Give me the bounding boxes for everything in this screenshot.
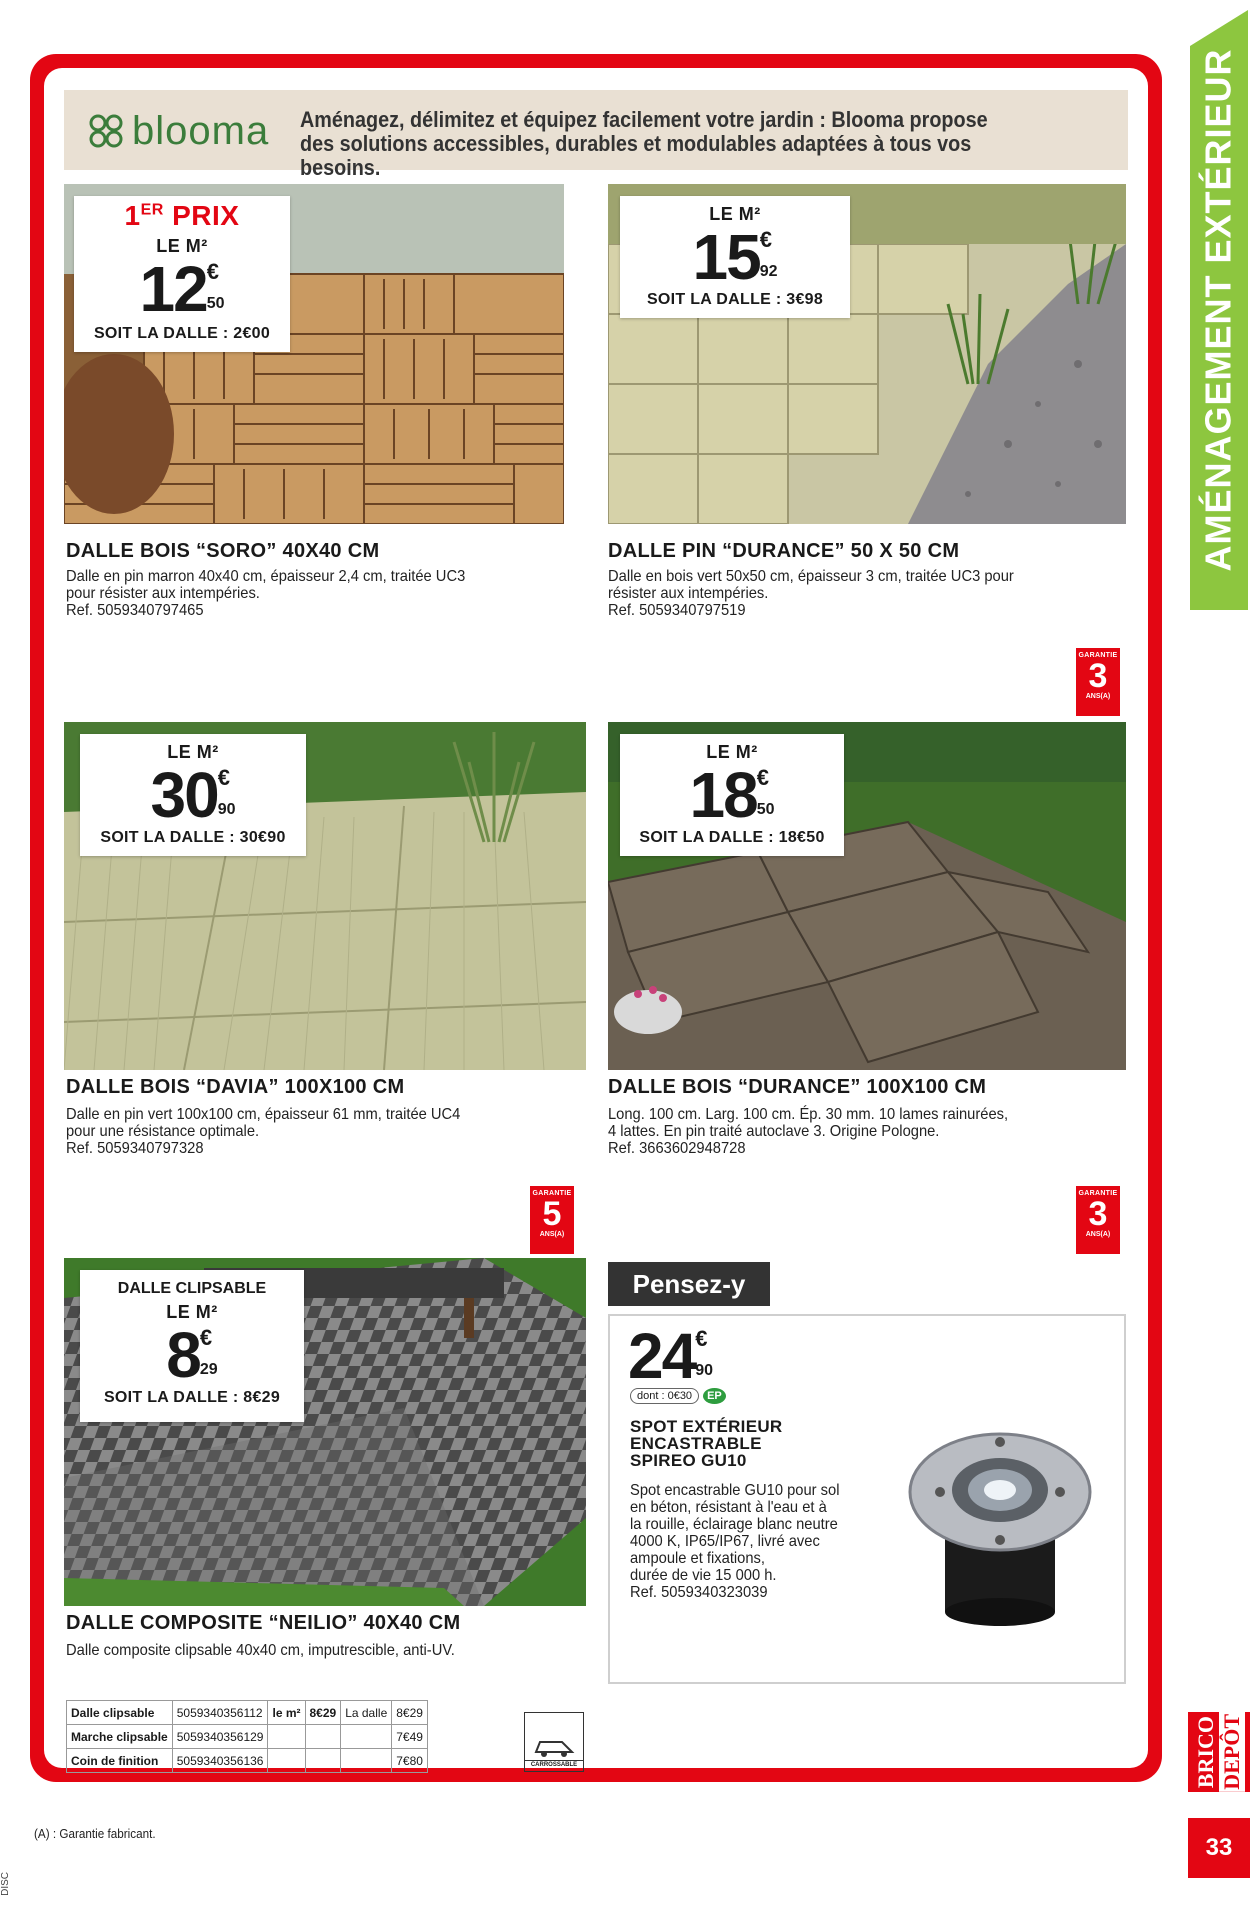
- eco-logo-icon: EP: [703, 1388, 726, 1404]
- price-per-tile: SOIT LA DALLE : 3€98: [646, 291, 824, 308]
- product-description-durance-100: Long. 100 cm. Larg. 100 cm. Ép. 30 mm. 10 lames rainurées, 4 lattes. En pin traité autoclave 3. Origine Pologne. Ref. 3663602948728: [608, 1106, 1009, 1157]
- disc-label: DISC: [0, 1872, 11, 1896]
- price-per-tile: SOIT LA DALLE : 8€29: [103, 1389, 281, 1406]
- product-description-neilio: Dalle composite clipsable 40x40 cm, imputrescible, anti-UV.: [66, 1642, 455, 1659]
- price-card-durance-100: [620, 734, 844, 856]
- price: 18 € 50: [689, 759, 775, 831]
- price: 8 € 29: [166, 1319, 218, 1391]
- guarantee-badge: GARANTIE 5 ANS(A): [530, 1186, 574, 1254]
- price: 12 € 50: [139, 253, 225, 325]
- price: 30 € 90: [150, 759, 236, 831]
- footnote: (A) : Garantie fabricant.: [34, 1826, 156, 1841]
- car-icon: [532, 1734, 576, 1760]
- price-per-tile: SOIT LA DALLE : 2€00: [93, 325, 271, 342]
- product-description-durance-50: Dalle en bois vert 50x50 cm, épaisseur 3 cm, traitée UC3 pour résister aux intempéries. Ref. 5059340797519: [608, 568, 1014, 619]
- unit-label: LE M²: [167, 742, 219, 762]
- card-title: DALLE CLIPSABLE: [117, 1280, 267, 1297]
- unit-label: LE M²: [166, 1302, 218, 1322]
- price-card-neilio: [80, 1270, 304, 1422]
- spot-description: Spot encastrable GU10 pour sol en béton, résistant à l'eau et à la rouille, éclairage blanc neutre 4000 K, IP65/IP67, livré avec ampoule et fixations, durée de vie 15 000 h. Ref. 5059340323039: [630, 1482, 840, 1601]
- side-category-title: AMÉNAGEMENT EXTÉRIEUR: [1198, 48, 1239, 572]
- first-price-badge: 1ER PRIX: [124, 200, 240, 231]
- table-row: Marche clipsable 5059340356129 7€49: [67, 1725, 428, 1749]
- price-card-davia: [80, 734, 306, 856]
- price-card-durance-50: [620, 196, 850, 318]
- table-row: Coin de finition 5059340356136 7€80: [67, 1749, 428, 1773]
- unit-label: LE M²: [706, 742, 758, 762]
- price-card-soro: [74, 196, 290, 352]
- unit-label: LE M²: [709, 204, 761, 224]
- page-number: 33: [1188, 1818, 1250, 1878]
- carrossable-icon: CARROSSABLE: [524, 1712, 584, 1772]
- product-description-davia: Dalle en pin vert 100x100 cm, épaisseur 61 mm, traitée UC4 pour une résistance optimale. Ref. 5059340797328: [66, 1106, 461, 1157]
- table-row: Dalle clipsable 5059340356112 le m² 8€29 La dalle 8€29: [67, 1701, 428, 1725]
- header-intro-text: Aménagez, délimitez et équipez facilement votre jardin : Blooma propose des solutions accessibles, durables et modulables adaptées à tous vos besoins.: [300, 107, 988, 180]
- blooma-logo: blooma: [86, 110, 269, 152]
- eco-participation: dont : 0€30 EP: [630, 1388, 726, 1404]
- blooma-flower-icon: [86, 111, 126, 151]
- price: 15 € 92: [692, 221, 778, 293]
- guarantee-badge: GARANTIE 3 ANS(A): [1076, 648, 1120, 716]
- product-title-davia: DALLE BOIS “DAVIA” 100X100 CM: [66, 1076, 405, 1098]
- spot-light-image: [900, 1412, 1100, 1632]
- reference-table: [66, 1700, 428, 1773]
- product-description-soro: Dalle en pin marron 40x40 cm, épaisseur 2,4 cm, traitée UC3 pour résister aux intempéries. Ref. 5059340797465: [66, 568, 466, 619]
- product-title-durance-50: DALLE PIN “DURANCE” 50 X 50 CM: [608, 540, 960, 562]
- brico-depot-logo: BRICO DEPÔT: [1188, 1712, 1250, 1792]
- price-per-tile: SOIT LA DALLE : 18€50: [639, 829, 825, 846]
- guarantee-badge: GARANTIE 3 ANS(A): [1076, 1186, 1120, 1254]
- spot-title: SPOT EXTÉRIEUR ENCASTRABLE SPIREO GU10: [630, 1417, 783, 1470]
- price-per-tile: SOIT LA DALLE : 30€90: [100, 829, 286, 846]
- spot-price: 24 € 90: [628, 1320, 713, 1392]
- pensez-y-tab: Pensez-y: [608, 1262, 770, 1306]
- product-title-neilio: DALLE COMPOSITE “NEILIO” 40X40 CM: [66, 1612, 461, 1634]
- product-title-durance-100: DALLE BOIS “DURANCE” 100X100 CM: [608, 1076, 987, 1098]
- product-title-soro: DALLE BOIS “SORO” 40X40 CM: [66, 540, 380, 562]
- unit-label: LE M²: [156, 236, 208, 256]
